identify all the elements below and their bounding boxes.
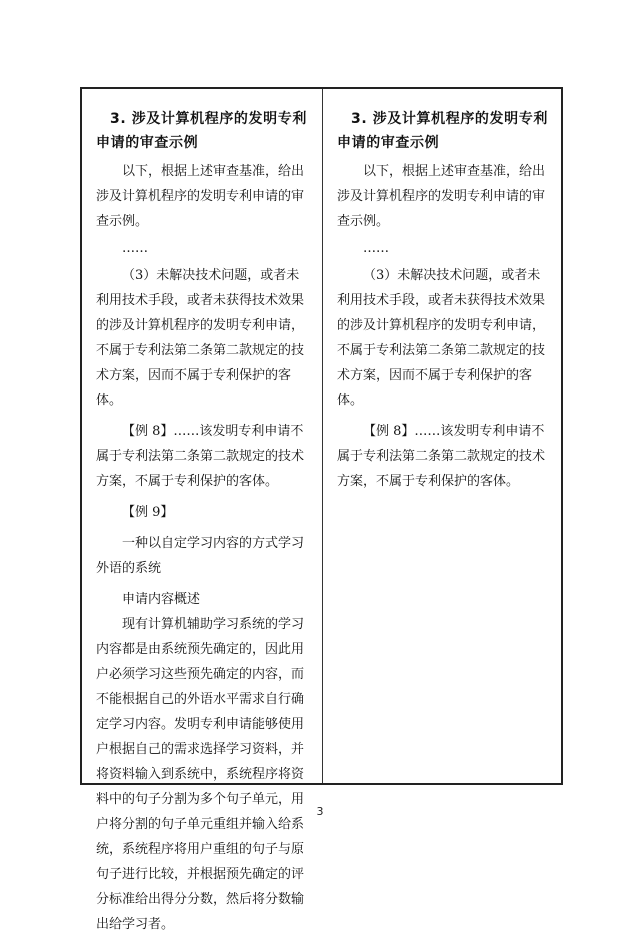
left-example-8: 【例 8】……该发明专利申请不属于专利法第二条第二款规定的技术方案，不属于专利保护的客体。 <box>96 424 305 489</box>
right-cell <box>323 89 561 783</box>
left-section-heading: 3. 涉及计算机程序的发明专利申请的审查示例 <box>96 111 307 151</box>
right-clause-3: （3）未解决技术问题，或者未利用技术手段，或者未获得技术效果的涉及计算机程序的发明专利申请，不属于专利法第二条第二款规定的技术方案，因而不属于专利保护的客体。 <box>337 268 546 408</box>
left-column <box>82 89 323 932</box>
left-summary-text: 现有计算机辅助学习系统的学习内容都是由系统预先确定的，因此用户必须学习这些预先确定的内容，而不能根据自己的外语水平需求自行确定学习内容。发明专利申请能够使用户根据自己的需求选择学习资料，并将资料输入到系统中，系统程序将资料中的句子分割为多个句子单元，用户将分割的句子单元重组并输入给系统，系统程序将用户重组的句子与原句子进行比较，并根据预先确定的评分标准给出得分分数，然后将分数输出给学习者。 <box>96 617 305 932</box>
right-column <box>323 89 561 783</box>
left-cell <box>82 89 322 932</box>
left-clause-3: （3）未解决技术问题，或者未利用技术手段，或者未获得技术效果的涉及计算机程序的发明专利申请，不属于专利法第二条第二款规定的技术方案，因而不属于专利保护的客体。 <box>96 268 305 408</box>
right-ellipsis: …… <box>363 241 389 256</box>
page-number: 3 <box>316 805 324 818</box>
left-intro-paragraph: 以下，根据上述审查基准，给出涉及计算机程序的发明专利申请的审查示例。 <box>96 164 305 229</box>
left-example-9-label: 【例 9】 <box>122 505 174 520</box>
right-example-8: 【例 8】……该发明专利申请不属于专利法第二条第二款规定的技术方案，不属于专利保护的客体。 <box>337 424 546 489</box>
left-summary-label: 申请内容概述 <box>122 592 201 607</box>
left-ellipsis: …… <box>122 241 148 256</box>
right-section-heading: 3. 涉及计算机程序的发明专利申请的审查示例 <box>337 111 548 151</box>
right-intro-paragraph: 以下，根据上述审查基准，给出涉及计算机程序的发明专利申请的审查示例。 <box>337 164 546 229</box>
left-example-9-title: 一种以自定学习内容的方式学习外语的系统 <box>96 536 305 576</box>
comparison-table <box>80 87 563 932</box>
